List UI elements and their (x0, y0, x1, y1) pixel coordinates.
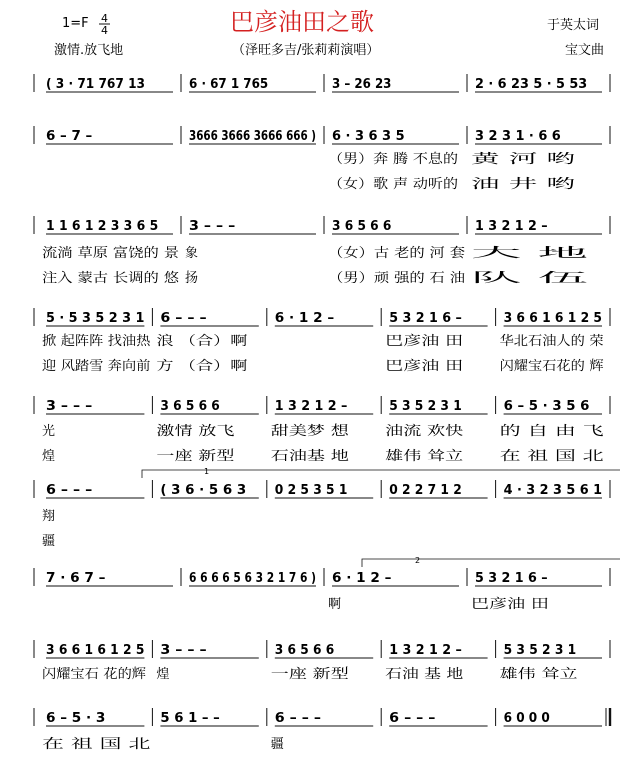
lyric-text: （女）歌 声 动听的 (328, 177, 441, 192)
measure-notes: 3 6 5 6 6 (332, 219, 392, 234)
lyric-text: （男）奔 腾 不息的 (328, 152, 441, 167)
lyric-text: 华北石油人的 荣 (499, 334, 595, 349)
measure-notes: 0 2 2 7 1 2 (389, 483, 462, 498)
measure-notes: 3 6 6 1 6 1 2 5 (503, 311, 602, 326)
lyric-text: 油 井 哟 (471, 177, 519, 192)
measure-notes: 6 – 7 – (46, 129, 93, 144)
measure-notes: 6 – – – (274, 711, 321, 726)
measure-notes: 6 · 1 2 – (332, 571, 392, 586)
lyric-text: 浪 （合）啊 (156, 334, 248, 349)
lyric-text: 扬 (185, 271, 199, 286)
page-title: 巴彦油田之歌 (230, 8, 374, 36)
score-row (34, 126, 610, 192)
lyric-text: 石油 基 地 (385, 667, 446, 682)
key-signature: 1=F (62, 16, 89, 31)
measure-notes: 4 · 3 2 3 5 6 1 (503, 483, 602, 498)
lyric-text: 闪耀宝石 花的辉 (42, 667, 138, 682)
lyric-text: 甜美梦 想 (270, 424, 327, 439)
measure-notes: 6 · 67 1 765 (189, 77, 269, 92)
lyric-text: 的 自 由 飞 (499, 424, 604, 439)
measure-notes: 1 3 2 1 2 – (389, 643, 462, 658)
measure-notes: 6 – 5 · 3 5 6 (503, 399, 590, 414)
measure-notes: 1 3 2 1 2 – (475, 219, 548, 234)
measure-notes: 3 – 26 23 (332, 77, 392, 92)
measure-notes: 6 – – – (389, 711, 436, 726)
measure-notes: 5 3 5 2 3 1 (389, 399, 462, 414)
lyric-text: 石油基 地 (270, 449, 327, 464)
measure-notes: 5 6 1 – – (160, 711, 220, 726)
lyric-text: 巴彦油 田 (471, 597, 528, 612)
lyric-text: 雄伟 耸立 (499, 667, 556, 682)
lyric-text: 疆 (270, 737, 284, 752)
lyric-text: 激情 放飞 (156, 424, 213, 439)
measure-notes: 2 · 6 23 5 · 5 53 (475, 77, 588, 92)
svg-text:2: 2 (415, 556, 421, 565)
measure-notes: 3 6 6 1 6 1 2 5 (46, 643, 145, 658)
lyric-text: 流淌 草原 富饶的 景 (42, 246, 159, 261)
score-row (34, 396, 610, 464)
measure-notes: 5 3 5 2 3 1 (503, 643, 577, 658)
lyric-text: 啊 (328, 597, 341, 612)
lyric-text: 光 (42, 424, 56, 439)
measure-notes: 3 2 3 1 · 6 6 (475, 129, 561, 144)
measure-notes: 7 · 6 7 – (46, 571, 106, 586)
score-row (34, 708, 610, 752)
measure-notes: ( 3 6 · 5 6 3 (160, 483, 247, 498)
lyric-text: 一座 新型 (270, 667, 327, 682)
measure-notes: 6 – 5 · 3 (46, 711, 106, 726)
lyric-text: 一座 新型 (156, 449, 213, 464)
time-signature-top: 4 (101, 12, 108, 25)
score-row (34, 568, 610, 612)
lyric-text: 队 伍 (471, 271, 588, 286)
measure-notes: 6 · 3 6 3 5 (332, 129, 405, 144)
composer: 宝文曲 (565, 43, 605, 58)
lyric-text: 方 （合）啊 (156, 359, 248, 374)
svg-text:1: 1 (204, 467, 210, 476)
measure-notes: 6 – – – (160, 311, 207, 326)
lyric-text: 巴彦油 田 (385, 334, 442, 349)
lyric-text: 巴彦油 田 (385, 359, 442, 374)
measure-notes: 5 3 2 1 6 – (475, 571, 548, 586)
measure-notes: 0 2 5 3 5 1 (274, 483, 348, 498)
lyric-text: 疆 (42, 534, 55, 549)
volta-bracket-1 (142, 467, 620, 478)
time-signature-bottom: 4 (101, 24, 108, 37)
lyric-text: 雄伟 耸立 (385, 449, 442, 464)
measure-notes: 3 – – – (160, 643, 207, 658)
lyric-text: 煌 (42, 449, 56, 464)
mood-marking: 激情.放飞地 (54, 43, 124, 58)
score-row (34, 640, 610, 682)
measure-notes: 5 · 5 3 5 2 3 1 (46, 311, 145, 326)
measure-notes: 3 6 5 6 6 (160, 399, 220, 414)
score-row (34, 308, 610, 374)
lyric-text: 闪耀宝石花的 辉 (499, 359, 595, 374)
measure-notes: 6 · 1 2 – (274, 311, 335, 326)
lyric-text: 翔 (42, 509, 55, 524)
lyric-text: 油流 欢快 (385, 424, 442, 439)
lyric-text: 掀 起阵阵 找油热 (42, 334, 142, 349)
score-row (34, 74, 610, 92)
measure-notes: ( 3 · 71 767 13 (46, 77, 145, 92)
lyric-text: 迎 风踏雪 奔向前 (42, 359, 142, 374)
measure-notes: 6 – – – (46, 483, 93, 498)
lyric-text: （女）古 老的 河 套 (328, 246, 445, 261)
lyric-text: 象 (185, 246, 198, 261)
volta-bracket-2 (362, 556, 620, 567)
lyric-text: 注入 蒙古 长调的 悠 (42, 271, 159, 286)
score-row (34, 216, 610, 286)
lyric-text: 在 祖 国 北 (42, 737, 107, 752)
lyricist: 于英太词 (547, 18, 600, 33)
score-row (34, 480, 610, 549)
measure-notes: 3 – – – (46, 399, 93, 414)
lyric-text: 黄 河 哟 (471, 152, 575, 167)
measure-notes: 3666 3666 3666 666 ) (189, 129, 316, 144)
performers: （泽旺多吉/张莉莉演唱） (232, 43, 380, 58)
lyric-text: 煌 (156, 667, 170, 682)
measure-notes: 6 6 6 6 5 6 3 2 1 7 6 ) (189, 571, 316, 586)
lyric-text: 大 地 (471, 246, 502, 261)
measure-notes: 1 1 6 1 2 3 3 6 5 (46, 219, 159, 234)
lyric-text: （男）顽 强的 石 油 (328, 271, 445, 286)
measure-notes: 3 6 5 6 6 (274, 643, 335, 658)
measure-notes: 1 3 2 1 2 – (274, 399, 348, 414)
score-rows (34, 74, 610, 752)
measure-notes: 5 3 2 1 6 – (389, 311, 462, 326)
measure-notes: 3 – – – (189, 219, 236, 234)
measure-notes: 6 0 0 0 (503, 711, 550, 726)
lyric-text: 在 祖 国 北 (499, 449, 565, 464)
